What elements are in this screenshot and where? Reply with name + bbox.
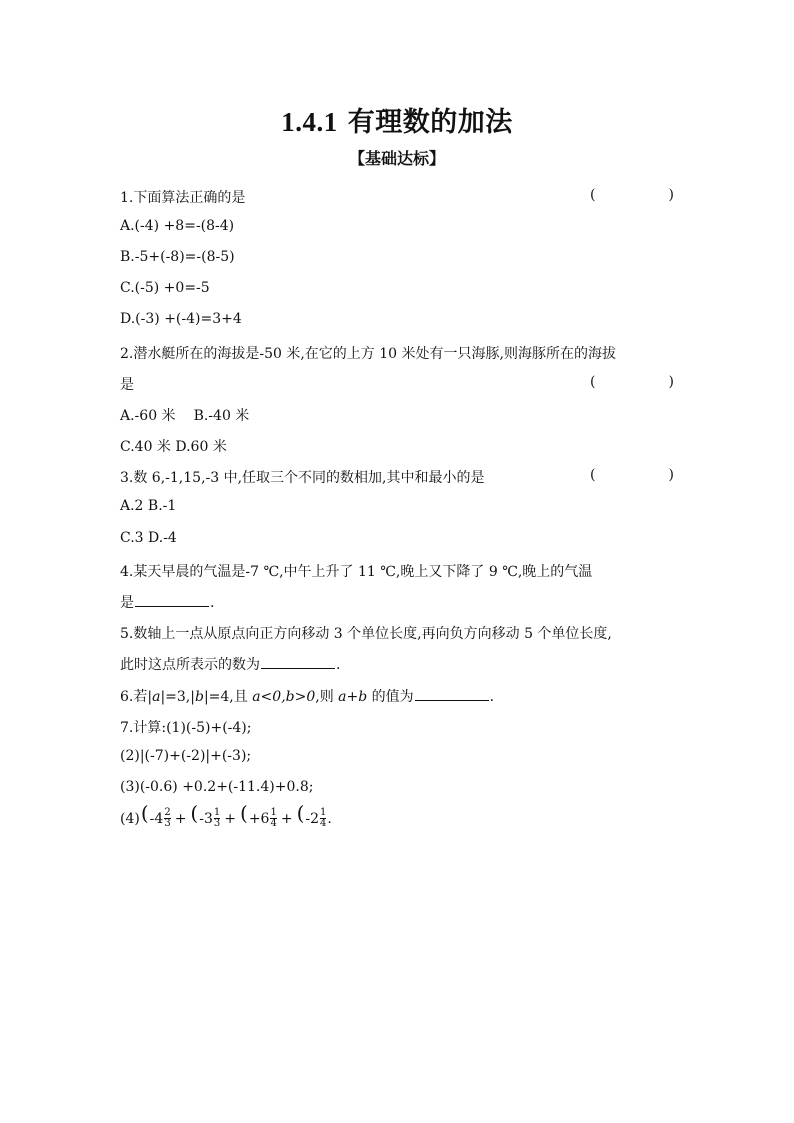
section-heading: 【基础达标】 (348, 149, 445, 168)
q2-options-row2: C.40 米 D.60 米 (120, 439, 227, 455)
fraction-term-1: $\frac{2}{3}$ (164, 807, 171, 829)
q7-part2: (2)|(-7)+(-2)|+(-3); (120, 748, 252, 764)
q1-option-c: C.(-5) +0=-5 (120, 280, 210, 296)
fraction-term-3: $\frac{1}{4}$ (270, 807, 277, 829)
q3-answer-paren: ( ) (590, 467, 674, 483)
title-number: 1.4.1 (281, 107, 338, 137)
q1-option-b: B.-5+(-8)=-(8-5) (120, 249, 235, 265)
title-text: 有理数的加法 (347, 107, 513, 138)
q1-answer-paren: ( ) (590, 187, 674, 203)
q7-stem: 7.计算:(1)(-5)+(-4); (120, 720, 252, 736)
q7-part4-label: (4) (120, 810, 140, 827)
q3-options-row2: C.3 D.-4 (120, 530, 177, 546)
q1-option-d: D.(-3) +(-4)=3+4 (120, 311, 242, 327)
q3-stem: 3.数 6,-1,15,-3 中,任取三个不同的数相加,其中和最小的是 (120, 470, 485, 486)
q2-stem-line1: 2.潜水艇所在的海拔是-50 米,在它的上方 10 米处有一只海豚,则海豚所在的海拔 (120, 346, 616, 362)
q2-stem-line2: 是 (120, 377, 134, 393)
q6-stem: 6.若|a|=3,|b|=4,且 a<0,b>0,则 a+b 的值为 . (120, 689, 495, 705)
q5-stem-line1: 5.数轴上一点从原点向正方向移动 3 个单位长度,再向负方向移动 5 个单位长度, (120, 626, 612, 642)
q7-part4: (4) ( - 4 $\frac{2}{3}$ + ( - 3 $\frac{1}{3}$ + ( + 6 $\frac{1}{4}$ + ( - 2 $\frac{1}{4}$ . (120, 800, 332, 829)
fraction-term-2: $\frac{1}{3}$ (213, 807, 221, 829)
fraction-term-4: $\frac{1}{4}$ (320, 807, 327, 829)
q7-part3: (3)(-0.6) +0.2+(-11.4)+0.8; (120, 779, 314, 795)
q4-stem-line2: 是 . (120, 595, 215, 611)
page-title (0, 100, 794, 139)
q1-stem: 1.下面算法正确的是 (120, 190, 246, 206)
q1-option-a: A.(-4) +8=-(8-4) (120, 218, 235, 234)
q6-answer-blank[interactable] (415, 688, 489, 701)
q2-options-row1 (120, 405, 249, 425)
q2-option-b: B.-40 米 (193, 408, 250, 424)
q3-options-row1: A.2 B.-1 (120, 498, 177, 514)
q5-stem-line2: 此时这点所表示的数为 . (120, 657, 341, 673)
q2-answer-paren: ( ) (590, 374, 674, 390)
q5-answer-blank[interactable] (261, 656, 335, 669)
q4-stem-line1: 4.某天早晨的气温是-7 ℃,中午上升了 11 ℃,晚上又下降了 9 ℃,晚上的气温 (120, 564, 593, 580)
q2-option-a: A.-60 米 (120, 408, 176, 424)
q4-answer-blank[interactable] (135, 594, 209, 607)
